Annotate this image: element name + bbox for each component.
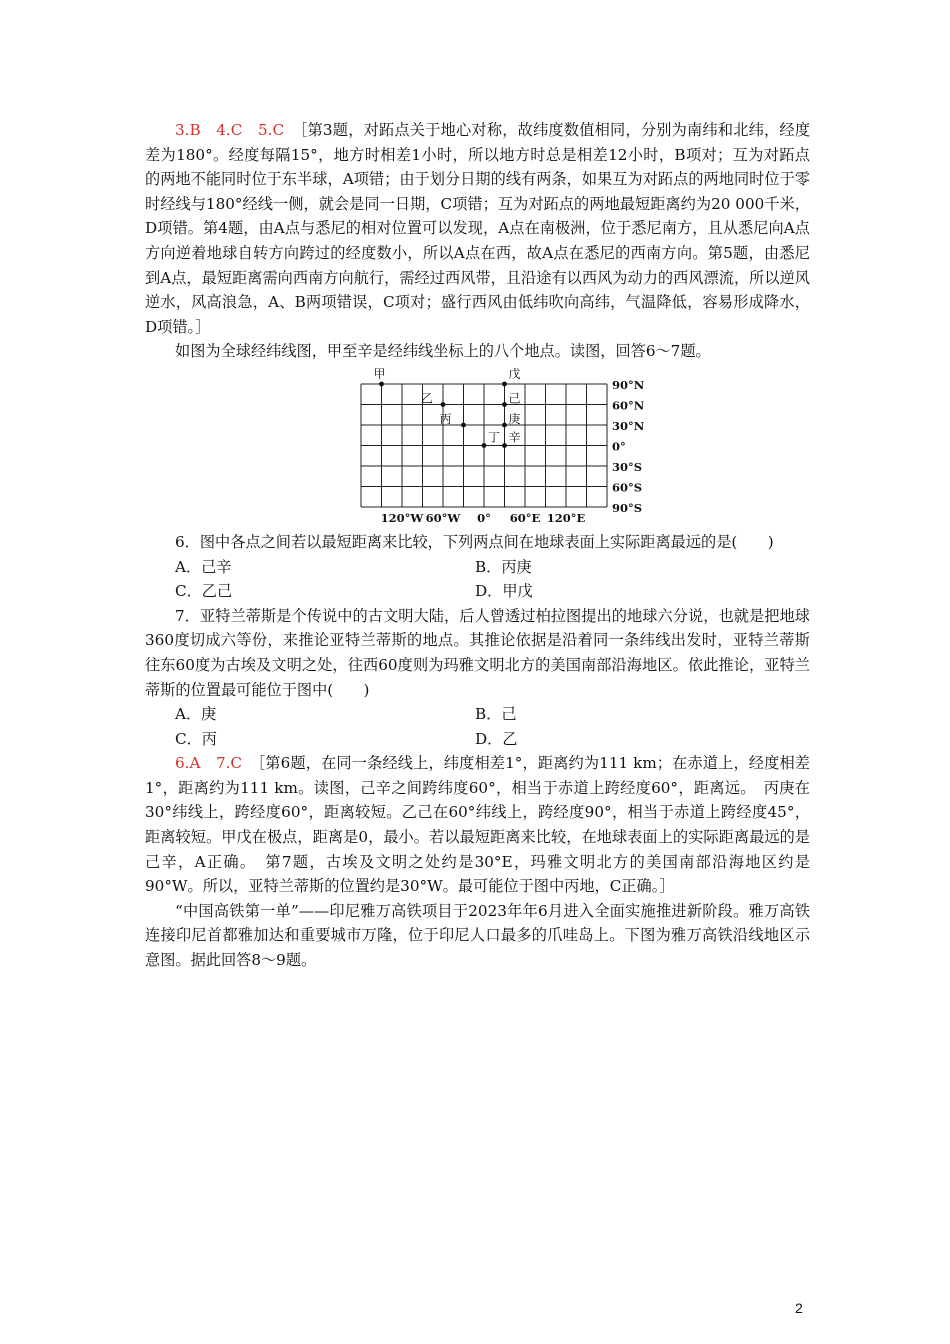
lon-tick-label: 120°E — [546, 510, 586, 525]
point-label: 乙 — [421, 391, 434, 406]
q7-option-d: D．乙 — [475, 729, 518, 748]
answers-3-5: 3.B 4.C 5.C — [175, 121, 285, 139]
q6-option-a: A．己辛 — [175, 557, 232, 576]
q7-options-row-1 — [145, 702, 810, 727]
lat-tick-label: 30°S — [612, 459, 643, 474]
page-number: 2 — [795, 1300, 803, 1316]
lon-tick-label: 60°W — [425, 510, 461, 525]
lon-tick-label: 60°E — [509, 510, 541, 525]
point-label: 丁 — [488, 430, 501, 445]
lat-tick-label: 30°N — [612, 418, 645, 433]
q6-option-c: C．乙己 — [175, 582, 233, 601]
explanation-3-5-text: ［第3题，对跖点关于地心对称，故纬度数值相同，分别为南纬和北纬，经度差为180°。经度每隔15°，地方时相差1小时，所以地方时总是相差12小时，B项对；互为对跖点的两地不能同时位于东半球，A项错；由于划分日期的线有两条，如果互为对跖点的两地同时位于零时经线与180°经线一侧，就会是同一日期，C项错；互为对跖点的两地最短距离约为20 000千米，D项错。第4题，由A点与悉尼的相对位置可以发现，A点在南极洲，位于悉尼南方，且从悉尼向A点方向逆着地球自转方向跨过的经度数小，所以A点在西，故A点在悉尼的西南方向。第5题，由悉尼到A点，最短距离需向西南方向航行，需经过西风带，且沿途有以西风为动力的西风漂流，所以逆风逆水，风高浪急，A、B两项错误，C项对；盛行西风由低纬吹向高纬，气温降低，容易形成降水，D项错。］ — [145, 121, 811, 336]
question-6-stem: 6．图中各点之间若以最短距离来比较，下列两点间在地球表面上实际距离最远的是( ) — [175, 532, 774, 551]
point-label: 己 — [508, 391, 521, 406]
lon-tick-label: 0° — [477, 510, 491, 525]
lat-tick-label: 60°S — [612, 480, 643, 495]
point-marker — [502, 402, 507, 407]
point-label: 庚 — [508, 411, 521, 426]
explanation-6-7-text: ［第6题，在同一条经线上，纬度相差1°，距离约为111 km；在赤道上，经度相差1°，距离约为111 km。读图，己辛之间跨纬度60°，相当于赤道上跨经度60°，距离远。 丙庚在30°纬线上，跨经度60°，距离较短。乙己在60°纬线上，跨经度90°，相当于赤道上跨经度45°，距离较短。甲戊在极点，距离是0，最小。若以最短距离来比较，在地球表面上的实际距离最远的是己辛，A正确。 第7题，古埃及文明之处约是30°E，玛雅文明北方的美国南部沿海地区约是90°W。所以，亚特兰蒂斯的位置约是30°W。最可能位于图中丙地，C正确。］ — [145, 754, 810, 896]
q6-option-b: B．丙庚 — [475, 557, 532, 576]
page-body — [145, 118, 810, 973]
q7-option-a: A．庚 — [175, 705, 217, 724]
q7-option-c: C．丙 — [175, 729, 217, 748]
q6-options-row-1 — [145, 555, 810, 580]
lat-lon-grid-svg — [145, 368, 810, 526]
q7-option-b: B．己 — [475, 705, 517, 724]
point-marker — [502, 423, 507, 428]
intro-8-9: “中国高铁第一单”——印尼雅万高铁项目于2023年年6月进入全面实施推进新阶段。雅万高铁连接印尼首都雅加达和重要城市万隆，位于印尼人口最多的爪哇岛上。下图为雅万高铁沿线地区示意图。据此回答8～9题。 — [145, 901, 810, 970]
point-marker — [461, 423, 466, 428]
lat-tick-label: 60°N — [612, 398, 645, 413]
q6-options-row-2 — [145, 579, 810, 604]
lat-tick-label: 0° — [612, 439, 626, 454]
q7-options-row-2 — [145, 727, 810, 752]
point-marker — [441, 402, 446, 407]
q6-option-d: D．甲戊 — [475, 582, 533, 601]
point-label: 甲 — [373, 367, 386, 381]
point-label: 辛 — [508, 430, 521, 445]
point-marker — [379, 382, 384, 387]
explanation-6-7 — [145, 751, 810, 899]
point-label: 戊 — [508, 367, 521, 381]
intro-6-7: 如图为全球经纬线图，甲至辛是经纬线坐标上的八个地点。读图，回答6～7题。 — [175, 342, 711, 361]
lat-tick-label: 90°S — [612, 500, 643, 515]
lon-tick-label: 120°W — [380, 510, 424, 525]
explanation-3-5 — [145, 118, 810, 339]
point-marker — [502, 443, 507, 448]
point-marker — [482, 443, 487, 448]
grid-labels — [374, 368, 645, 525]
question-7-stem: 7．亚特兰蒂斯是个传说中的古文明大陆，后人曾透过柏拉图提出的地球六分说，也就是把地球360度切成六等份，来推论亚特兰蒂斯的地点。其推论依据是沿着同一条纬线出发时，亚特兰蒂斯往东60度为古埃及文明之处，往西60度则为玛雅文明北方的美国南部沿海地区。依此推论，亚特兰蒂斯的位置最可能位于图中( ) — [145, 606, 810, 699]
point-marker — [502, 382, 507, 387]
lat-tick-label: 90°N — [612, 377, 645, 392]
point-label: 丙 — [439, 411, 452, 426]
lat-lon-grid-figure — [145, 368, 810, 526]
answers-6-7: 6.A 7.C — [175, 754, 243, 773]
